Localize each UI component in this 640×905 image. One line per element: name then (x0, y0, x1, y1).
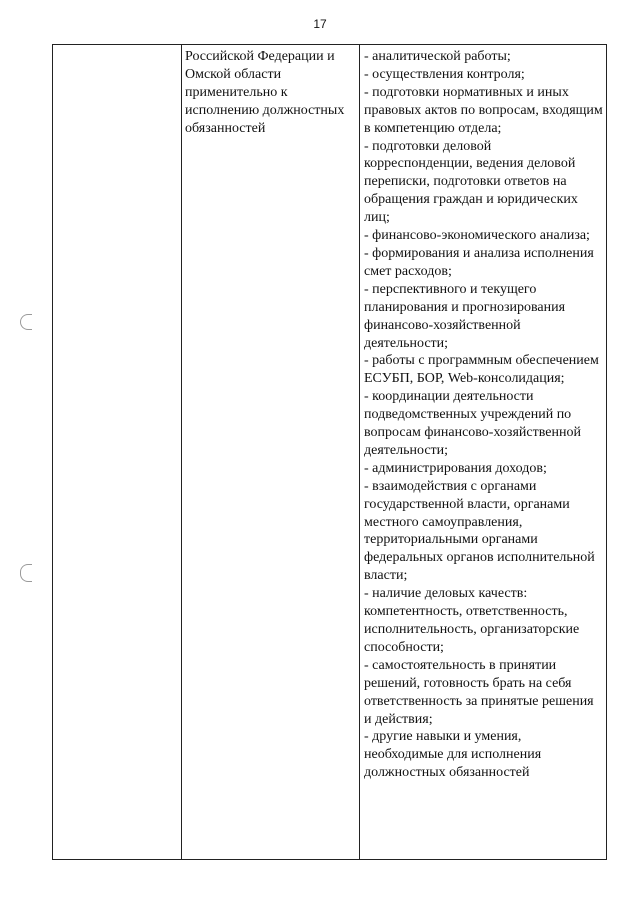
list-item: - координации деятельности подведомственных учреждений по вопросам финансово-хозяйственной деятельности; (364, 389, 581, 458)
list-item: - работы с программным обеспечением ЕСУБП, БОР, Web-консолидация; (364, 353, 599, 387)
list-item: - подготовки нормативных и иных правовых актов по вопросам, входящим в компетенцию отдела; (364, 84, 603, 136)
list-item: - подготовки деловой корреспонденции, ведения деловой переписки, подготовки ответов на обращения граждан и юридических лиц; (364, 138, 578, 226)
page-number: 17 (313, 17, 327, 31)
requirements-table (52, 44, 607, 860)
list-item: - другие навыки и умения, необходимые для исполнения должностных обязанностей (364, 729, 542, 781)
empty-first-column-cell (53, 45, 182, 860)
list-item: - осуществления контроля; (364, 66, 525, 82)
list-item: - финансово-экономического анализа; (364, 228, 590, 244)
area-cell (182, 45, 360, 860)
list-item: - наличие деловых качеств: компетентность, ответственность, исполнительность, организаторские способности; (364, 586, 580, 655)
list-item: - администрирования доходов; (364, 460, 547, 476)
skills-list (360, 45, 606, 782)
list-item: - самостоятельность в принятии решений, готовность брать на себя ответственность за принятые решения и действия; (364, 657, 594, 727)
list-item: - формирования и анализа исполнения смет расходов; (364, 245, 594, 279)
table-row (53, 45, 607, 860)
list-item: - взаимодействия с органами государственной власти, органами местного самоуправления, территориальными органами федеральных органов исполнительной власти; (364, 478, 595, 584)
area-text: Российской Федерации и Омской области применительно к исполнению должностных обязанностей (185, 49, 345, 136)
punch-hole-mark (20, 564, 32, 582)
list-item: - аналитической работы; (364, 49, 511, 64)
list-item: - перспективного и текущего планирования и прогнозирования финансово-хозяйственной деятельности; (364, 281, 566, 351)
skills-cell (360, 45, 607, 860)
punch-hole-mark (20, 314, 32, 330)
